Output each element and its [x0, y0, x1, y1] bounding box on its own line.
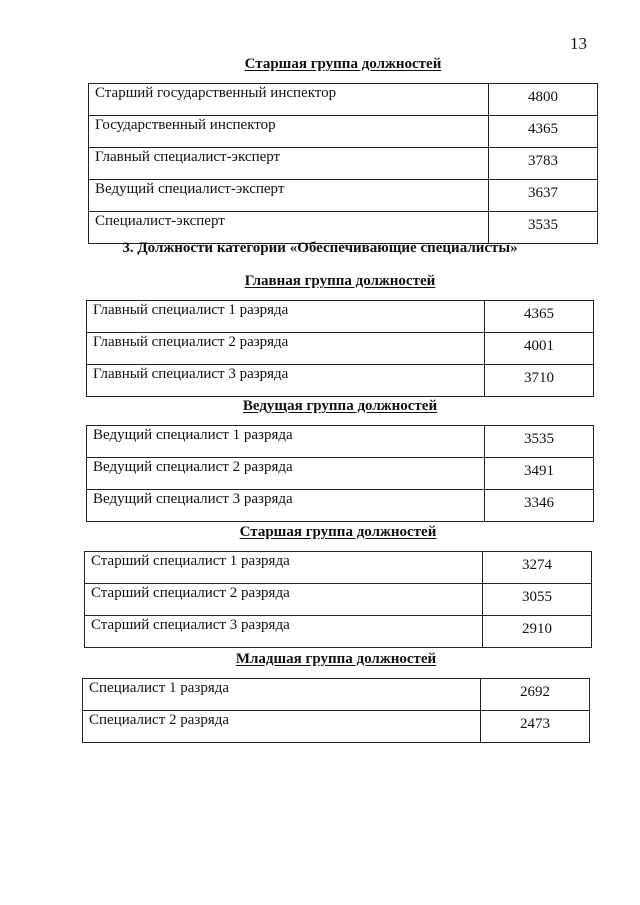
salary-value: 2473	[481, 711, 590, 743]
table-row	[89, 148, 598, 180]
table-row	[87, 458, 594, 490]
position-name: Ведущий специалист 3 разряда	[87, 490, 485, 522]
table-row	[89, 212, 598, 244]
position-name: Старший государственный инспектор	[89, 84, 489, 116]
group-title: Ведущая группа должностей	[242, 398, 438, 414]
salary-table	[86, 300, 594, 397]
position-name: Специалист 1 разряда	[83, 679, 481, 711]
table-row	[87, 490, 594, 522]
salary-value: 2910	[483, 616, 592, 648]
salary-value: 4365	[489, 116, 598, 148]
position-name: Главный специалист 1 разряда	[87, 301, 485, 333]
salary-value: 4001	[485, 333, 594, 365]
group-senior	[84, 524, 592, 648]
salary-table	[82, 678, 590, 743]
salary-value: 3491	[485, 458, 594, 490]
salary-value: 2692	[481, 679, 590, 711]
salary-value: 3055	[483, 584, 592, 616]
table-row	[87, 301, 594, 333]
table-row	[87, 333, 594, 365]
group-title: Старшая группа должностей	[244, 56, 442, 72]
group-leading	[86, 398, 594, 522]
position-name: Старший специалист 3 разряда	[85, 616, 483, 648]
salary-value: 3535	[485, 426, 594, 458]
position-name: Главный специалист 2 разряда	[87, 333, 485, 365]
table-row	[85, 616, 592, 648]
position-name: Старший специалист 1 разряда	[85, 552, 483, 584]
section-title: 3. Должности категории «Обеспечивающие специалисты»	[122, 240, 518, 256]
position-name: Старший специалист 2 разряда	[85, 584, 483, 616]
position-name: Главный специалист-эксперт	[89, 148, 489, 180]
table-row	[85, 584, 592, 616]
salary-value: 3637	[489, 180, 598, 212]
group-junior	[82, 651, 590, 743]
table-row	[83, 711, 590, 743]
table-row	[87, 426, 594, 458]
group-title: Младшая группа должностей	[235, 651, 437, 667]
table-row	[89, 116, 598, 148]
group-senior-inspectors	[88, 56, 598, 244]
salary-value: 4365	[485, 301, 594, 333]
salary-table	[88, 83, 598, 244]
position-name: Государственный инспектор	[89, 116, 489, 148]
group-title: Старшая группа должностей	[239, 524, 437, 540]
salary-value: 3535	[489, 212, 598, 244]
salary-table	[86, 425, 594, 522]
table-row	[87, 365, 594, 397]
salary-value: 3783	[489, 148, 598, 180]
salary-value: 3346	[485, 490, 594, 522]
position-name: Специалист 2 разряда	[83, 711, 481, 743]
position-name: Ведущий специалист 2 разряда	[87, 458, 485, 490]
salary-value: 4800	[489, 84, 598, 116]
position-name: Специалист-эксперт	[89, 212, 489, 244]
salary-table	[84, 551, 592, 648]
position-name: Главный специалист 3 разряда	[87, 365, 485, 397]
salary-value: 3710	[485, 365, 594, 397]
position-name: Ведущий специалист-эксперт	[89, 180, 489, 212]
table-row	[83, 679, 590, 711]
table-row	[89, 180, 598, 212]
page-number: 13	[570, 34, 587, 53]
group-main	[86, 273, 594, 397]
table-row	[89, 84, 598, 116]
group-title: Главная группа должностей	[244, 273, 436, 289]
table-row	[85, 552, 592, 584]
salary-value: 3274	[483, 552, 592, 584]
position-name: Ведущий специалист 1 разряда	[87, 426, 485, 458]
